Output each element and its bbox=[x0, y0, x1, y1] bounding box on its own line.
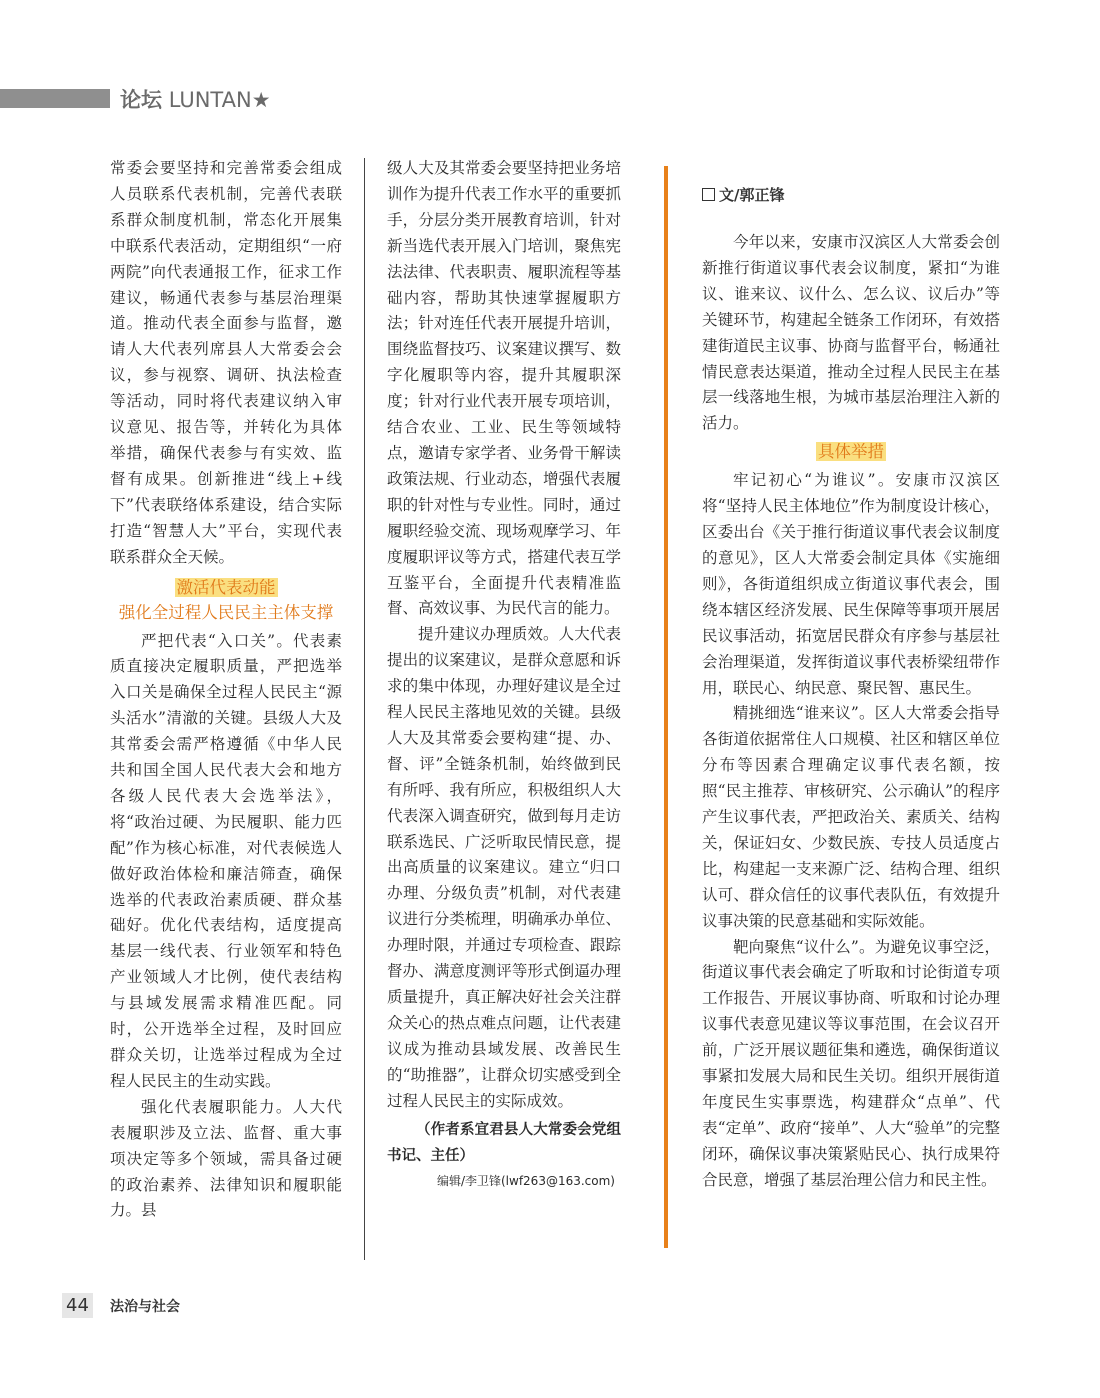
paragraph: 今年以来，安康市汉滨区人大常委会创新推行街道议事代表会议制度，紧扣“为谁议、谁来议、议什么、怎么议、议后办”等关键环节，构建起全链条工作闭环，有效搭建街道民主议事、协商与监督平台，畅通社情民意表达渠道，推动全过程人民民主在基层一线落地生根，为城市基层治理注入新的活力。 bbox=[702, 233, 1000, 433]
paragraph: 提升建议办理质效。人大代表提出的议案建议，是群众意愿和诉求的集中体现，办理好建议是全过程人民民主落地见效的关键。县级人大及其常委会要构建“提、办、督、评”全链条机制，始终做到民有所呼、我有所应，积极组织人大代表深入调查研究，做到每月走访联系选民、广泛听取民情民意，提出高质量的议案建议。建立“归口办理、分级负责”机制，对代表建议进行分类梳理，明确承办单位、办理时限，并通过专项检查、跟踪督办、满意度测评等形式倒逼办理质量提升，真正解决好社会关注群众关心的热点难点问题，让代表建议成为推动县域发展、改善民生的“助推器”，让群众切实感受到全过程人民民主的实际成效。 bbox=[387, 625, 621, 1110]
section-name-en: LUNTAN★ bbox=[168, 88, 271, 112]
byline bbox=[702, 184, 784, 205]
paragraph: 级人大及其常委会要坚持把业务培训作为提升代表工作水平的重要抓手，分层分类开展教育培训，针对新当选代表开展入门培训，聚焦宪法法律、代表职责、履职流程等基础内容，帮助其快速掌握履职方法；针对连任代表开展提升培训，围绕监督技巧、议案建议撰写、数字化履职等内容，提升其履职深度；针对行业代表开展专项培训，结合农业、工业、民生等领域特点，邀请专家学者、业务骨干解读政策法规、行业动态，增强代表履职的针对性与专业性。同时，通过履职经验交流、现场观摩学习、年度履职评议等方式，搭建代表互学互鉴平台，全面提升代表精准监督、高效议事、为民代言的能力。 bbox=[387, 159, 621, 618]
section-title bbox=[110, 575, 342, 600]
paragraph: 常委会要坚持和完善常委会组成人员联系代表机制，完善代表联系群众制度机制，常态化开展集中联系代表活动，定期组织“一府两院”向代表通报工作，征求工作建议，畅通代表参与基层治理渠道。推动代表全面参与监督，邀请人大代表列席县人大常委会会议，参与视察、调研、执法检查等活动，同时将代表建议纳入审议意见、报告等，并转化为具体举措，确保代表参与有实效、监督有成果。创新推进“线上+线下”代表联络体系建设，结合实际打造“智慧人大”平台，实现代表联系群众全天候。 bbox=[110, 159, 342, 566]
checkbox-square-icon bbox=[702, 188, 715, 201]
paragraph: 靶向聚焦“议什么”。为避免议事空泛，街道议事代表会确定了听取和讨论街道专项工作报告、开展议事协商、听取和讨论办理议事代表意见建议等议事范围，在会议召开前，广泛开展议题征集和遴选，确保街道议事紧扣发展大局和民生关切。组织开展街道年度民生实事票选，构建群众“点单”、代表“定单”、政府“接单”、人大“验单”的完整闭环，确保议事决策紧贴民心、执行成果符合民意，增强了基层治理公信力和民主性。 bbox=[702, 937, 1000, 1189]
magazine-name: 法治与社会 bbox=[110, 1299, 180, 1315]
page-number: 44 bbox=[62, 1293, 93, 1318]
paragraph: 精挑细选“谁来议”。区人大常委会指导各街道依据常住人口规模、社区和辖区单位分布等因素合理确定议事代表名额，按照“民主推荐、审核研究、公示确认”的程序产生议事代表，严把政治关、素质关、结构关，保证妇女、少数民族、专技人员适度占比，构建起一支来源广泛、结构合理、组织认可、群众信任的议事代表队伍，有效提升议事决策的民意基础和实际效能。 bbox=[702, 704, 1000, 930]
section-title-text: 具体举措 bbox=[818, 442, 884, 462]
section-name-zh: 论坛 bbox=[120, 88, 162, 112]
column-1 bbox=[110, 156, 342, 1224]
author-note: （作者系宜君县人大常委会党组书记、主任） bbox=[387, 1121, 621, 1164]
paragraph: 严把代表“入口关”。代表素质直接决定履职质量，严把选举入口关是确保全过程人民民主“源头活水”清澈的关键。县级人大及其常委会需严格遵循《中华人民共和国全国人民代表大会和地方各级人民代表大会选举法》，将“政治过硬、为民履职、能力匹配”作为核心标准，对代表候选人做好政治体检和廉洁筛查，确保选举的代表政治素质硬、群众基础好。优化代表结构，适度提高基层一线代表、行业领军和特色产业领域人才比例，使代表结构与县域发展需求精准匹配。同时，公开选举全过程，及时回应群众关切，让选举过程成为全过程人民民主的生动实践。 bbox=[110, 631, 342, 1090]
column-2 bbox=[387, 156, 621, 1193]
section-header bbox=[120, 84, 271, 114]
header-bar bbox=[0, 89, 110, 108]
byline-text: 文/郭正锋 bbox=[719, 186, 785, 204]
editor-credit: 编辑/李卫锋(lwf263@163.com) bbox=[436, 1173, 615, 1188]
paragraph: 强化代表履职能力。人大代表履职涉及立法、监督、重大事项决定等多个领域，需具备过硬的政治素养、法律知识和履职能力。县 bbox=[110, 1097, 342, 1220]
paragraph: 牢记初心“为谁议”。安康市汉滨区将“坚持人民主体地位”作为制度设计核心，区委出台《关于推行街道议事代表会议制度的意见》，区人大常委会制定具体《实施细则》，各街道组织成立街道议事代表会，围绕本辖区经济发展、民生保障等事项开展居民议事活动，拓宽居民群众有序参与基层社会治理渠道，发挥街道议事代表桥梁纽带作用，联民心、纳民意、聚民智、惠民生。 bbox=[702, 471, 1000, 697]
section-subtitle: 强化全过程人民民主主体支撑 bbox=[118, 602, 334, 622]
column-3 bbox=[702, 230, 1000, 1194]
column-divider bbox=[364, 158, 365, 1260]
section-title bbox=[702, 439, 1000, 464]
accent-bar bbox=[664, 166, 668, 1248]
section-title-line-1: 激活代表动能 bbox=[176, 577, 276, 597]
